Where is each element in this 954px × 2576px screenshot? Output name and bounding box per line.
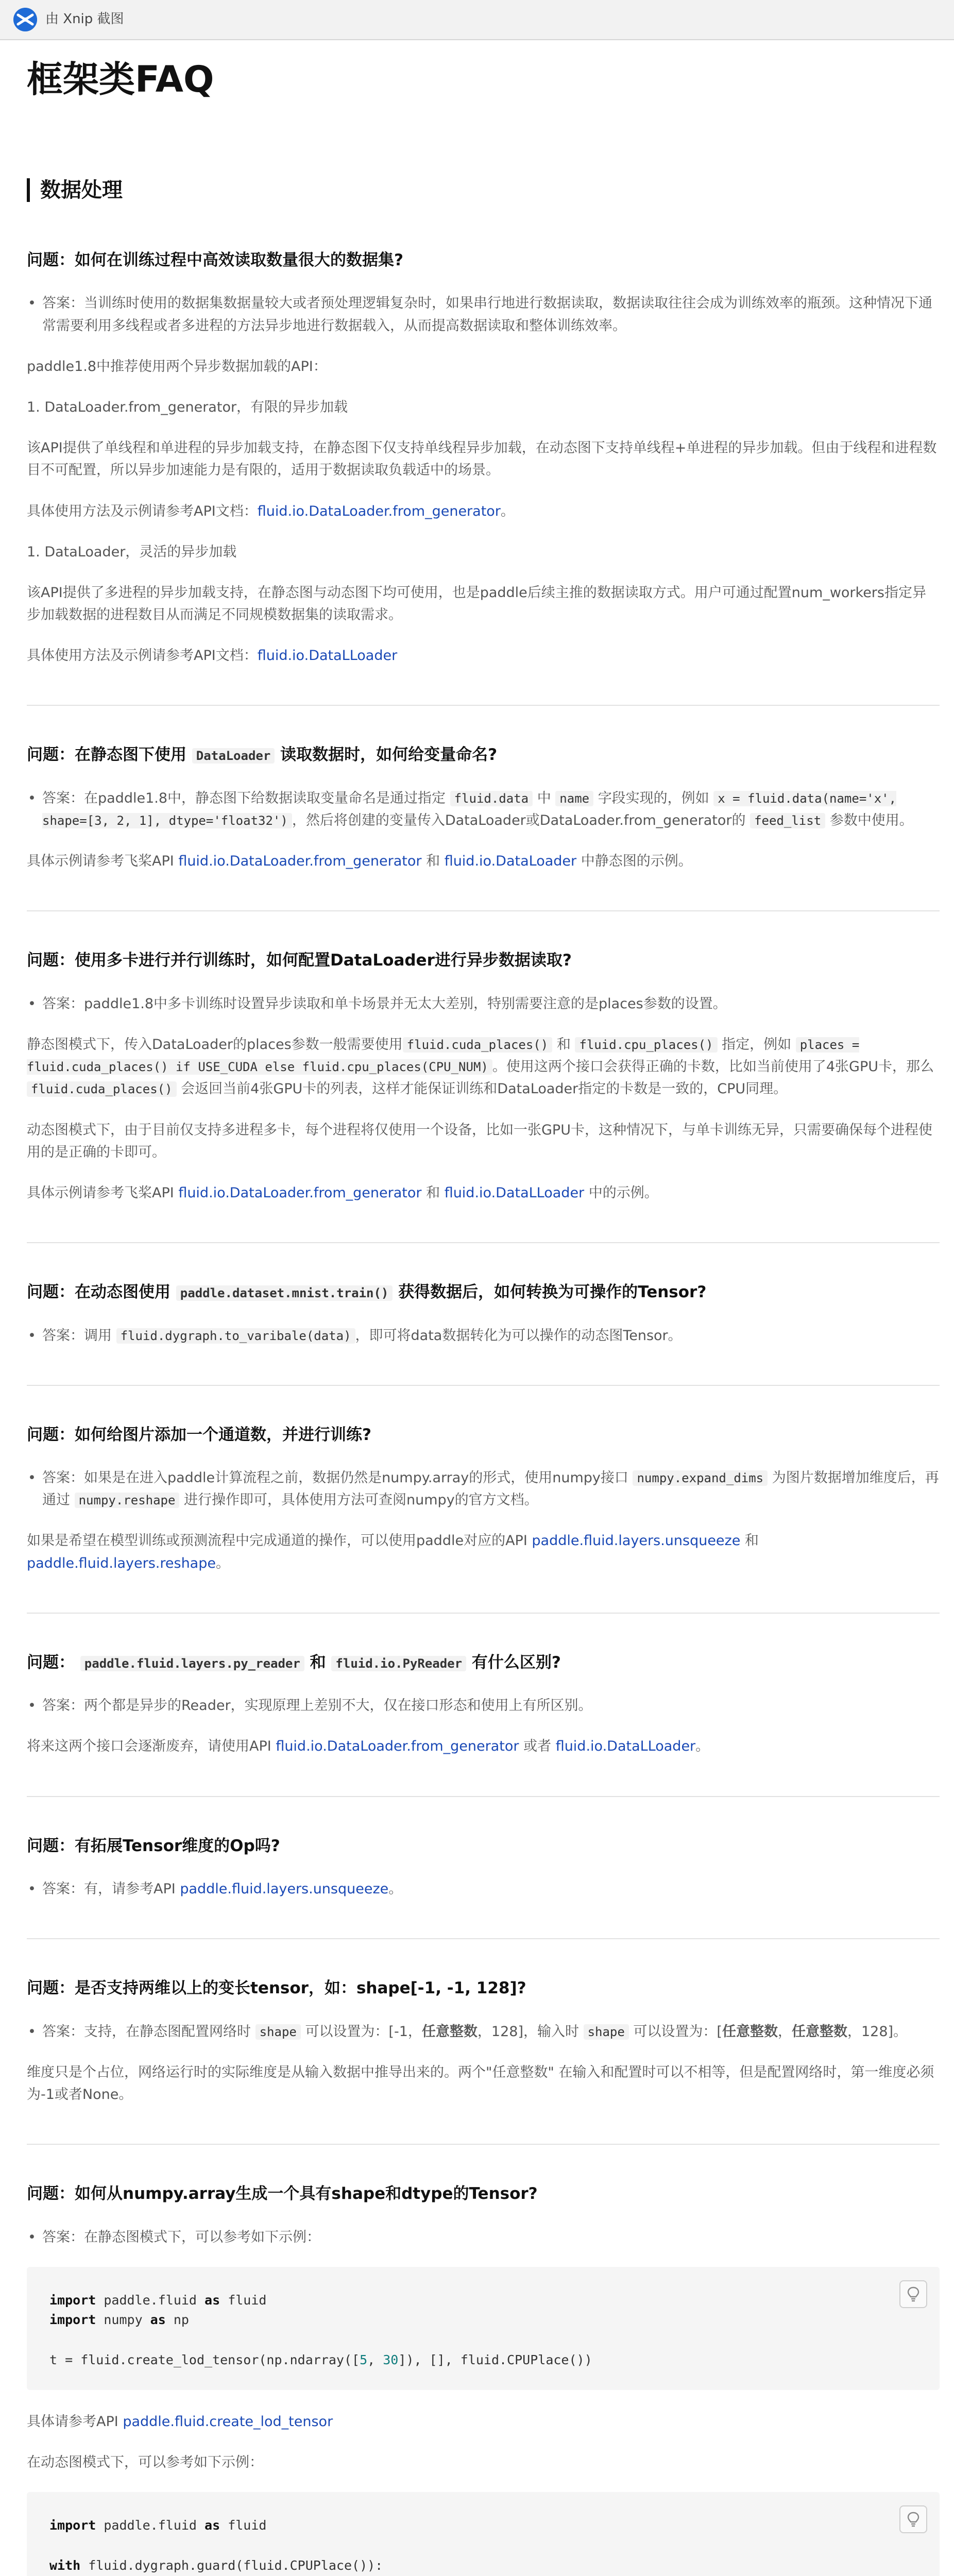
answer-text: • 答案：两个都是异步的Reader，实现原理上差别不大，仅在接口形态和使用上有所区别。 <box>27 1694 940 1717</box>
question-title: 问题： paddle.fluid.layers.py_reader 和 fluid.io.PyReader 有什么区别? <box>27 1653 561 1672</box>
api-link[interactable]: fluid.io.DataLoader <box>444 853 577 870</box>
code-block-static: import paddle.fluid as fluid import numpy as np t = fluid.create_lod_tensor(np.ndarray([5, 30]), [], fluid.CPUPlace()) <box>27 2267 940 2390</box>
faq-question-3 <box>27 950 940 1204</box>
reference-text: 具体使用方法及示例请参考API文档：fluid.io.DataLoader.from_generator。 <box>27 503 515 519</box>
lightbulb-icon[interactable] <box>899 2505 927 2533</box>
api-link[interactable]: paddle.fluid.create_lod_tensor <box>123 2413 333 2430</box>
reference-text: 具体使用方法及示例请参考API文档：fluid.io.DataLLoader <box>27 648 398 664</box>
question-title: 问题：如何在训练过程中高效读取数量很大的数据集? <box>27 251 403 269</box>
divider <box>27 705 940 706</box>
api-link[interactable]: paddle.fluid.layers.unsqueeze <box>180 1880 389 1897</box>
intro-text: paddle1.8中推荐使用两个异步数据加载的API： <box>27 358 327 375</box>
api-link[interactable]: paddle.fluid.layers.reshape <box>27 1555 216 1571</box>
answer-text: • 答案：当训练时使用的数据集数据量较大或者预处理逻辑复杂时，如果串行地进行数据读取，数据读取往往会成为训练效率的瓶颈。这种情况下通常需要利用多线程或者多进程的方法异步地进行数据载入，从而提高数据读取和整体训练效率。 <box>27 292 940 336</box>
answer-text: • 答案：支持，在静态图配置网络时 shape 可以设置为：[-1，任意整数，128]，输入时 shape 可以设置为：[任意整数，任意整数，128]。 <box>27 2021 940 2043</box>
faq-question-6 <box>27 1652 940 1758</box>
faq-question-7 <box>27 1835 940 1901</box>
divider <box>27 1938 940 1939</box>
code-block-dygraph: import paddle.fluid as fluid with fluid.dygraph.guard(fluid.CPUPlace()): <box>27 2492 940 2576</box>
faq-question-1 <box>27 249 940 667</box>
faq-question-4 <box>27 1281 940 1347</box>
answer-text: • 答案：调用 fluid.dygraph.to_varibale(data) ，即可将data数据转化为可以操作的动态图Tensor。 <box>27 1325 940 1347</box>
divider <box>27 910 940 911</box>
app-title: 由 Xnip 截图 <box>45 11 124 27</box>
api-link[interactable]: fluid.io.DataLoader.from_generator <box>276 1738 519 1755</box>
api-link[interactable]: paddle.fluid.layers.unsqueeze <box>532 1533 741 1549</box>
question-title: 问题：是否支持两维以上的变长tensor，如：shape[-1, -1, 128]? <box>27 1979 526 1998</box>
app-titlebar <box>0 0 954 40</box>
faq-question-2 <box>27 744 940 872</box>
api-link[interactable]: fluid.io.DataLLoader <box>444 1184 585 1201</box>
reference-text: 具体示例请参考飞桨API fluid.io.DataLoader.from_generator 和 fluid.io.DataLLoader 中的示例。 <box>27 1184 658 1201</box>
section-title: 数据处理 <box>27 178 940 202</box>
faq-question-9 <box>27 2183 940 2576</box>
divider <box>27 1613 940 1614</box>
divider <box>27 1385 940 1386</box>
paragraph: 在动态图模式下，可以参考如下示例： <box>27 2454 263 2470</box>
answer-text: • 答案：如果是在进入paddle计算流程之前，数据仍然是numpy.array的形式，使用numpy接口 numpy.expand_dims 为图片数据增加维度后，再通过 numpy.reshape 进行操作即可，具体使用方法可查阅numpy的官方文档。 <box>27 1467 940 1511</box>
paragraph: 动态图模式下，由于目前仅支持多进程多卡，每个进程将仅使用一个设备，比如一张GPU卡，这种情况下，与单卡训练无异，只需要确保每个进程使用的是正确的卡即可。 <box>27 1122 932 1160</box>
question-title: 问题：如何从numpy.array生成一个具有shape和dtype的Tensor? <box>27 2184 538 2204</box>
divider <box>27 1242 940 1243</box>
reference-text: 具体示例请参考飞桨API fluid.io.DataLoader.from_generator 和 fluid.io.DataLoader 中静态图的示例。 <box>27 853 692 870</box>
paragraph: 如果是希望在模型训练或预测流程中完成通道的操作，可以使用paddle对应的API paddle.fluid.layers.unsqueeze 和 paddle.fluid.layers.reshape。 <box>27 1533 759 1571</box>
paragraph: 维度只是个占位，网络运行时的实际维度是从输入数据中推导出来的。两个"任意整数" 在输入和配置时可以不相等，但是配置网络时，第一维度必须为-1或者None。 <box>27 2064 934 2103</box>
question-title: 问题：在静态图下使用 DataLoader 读取数据时，如何给变量命名? <box>27 745 498 765</box>
lightbulb-icon[interactable] <box>899 2280 927 2308</box>
xnip-logo-icon <box>13 8 37 31</box>
item-description: 该API提供了单线程和单进程的异步加载支持，在静态图下仅支持单线程异步加载，在动态图下支持单线程+单进程的异步加载。但由于线程和进程数目不可配置，所以异步加速能力是有限的，适用于数据读取负载适中的场景。 <box>27 440 937 479</box>
list-item-2: 1. DataLoader，灵活的异步加载 <box>27 544 237 560</box>
api-link[interactable]: fluid.io.DataLoader.from_generator <box>178 853 422 870</box>
faq-question-8 <box>27 1977 940 2106</box>
question-title: 问题：如何给图片添加一个通道数，并进行训练? <box>27 1425 371 1444</box>
api-link[interactable]: fluid.io.DataLoader.from_generator <box>178 1184 422 1201</box>
divider <box>27 2144 940 2145</box>
api-link[interactable]: fluid.io.DataLLoader <box>555 1738 696 1755</box>
item-description: 该API提供了多进程的异步加载支持，在静态图与动态图下均可使用，也是paddle后续主推的数据读取方式。用户可通过配置num_workers指定异步加载数据的进程数目从而满足不同规模数据集的读取需求。 <box>27 584 926 623</box>
api-link[interactable]: fluid.io.DataLoader.from_generator <box>257 503 501 519</box>
faq-content <box>27 39 940 2576</box>
question-title: 问题：有拓展Tensor维度的Op吗? <box>27 1836 280 1855</box>
answer-text: • 答案：在paddle1.8中，静态图下给数据读取变量命名是通过指定 fluid.data 中 name 字段实现的，例如 x = fluid.data(name='x', shape=[3, 2, 1], dtype='float32') ，然后将创建的变量传入DataLoader或DataLoader.from_generator的 feed_list 参数中使用。 <box>27 787 940 832</box>
question-title: 问题：在动态图使用 paddle.dataset.mnist.train() 获得数据后，如何转换为可操作的Tensor? <box>27 1283 707 1302</box>
paragraph: 静态图模式下，传入DataLoader的places参数一般需要使用 fluid.cuda_places() 和 fluid.cpu_places() 指定，例如 places = fluid.cuda_places() if USE_CUDA else fluid.cpu_places(CPU_NUM) 。使用这两个接口会获得正确的卡数，比如当前使用了4张GPU卡，那么 fluid.cuda_places() 会返回当前4张GPU卡的列表，这样才能保证训练和DataLoader指定的卡数是一致的，CPU同理。 <box>27 1036 934 1097</box>
api-link[interactable]: fluid.io.DataLLoader <box>257 648 398 664</box>
answer-text: • 答案：paddle1.8中多卡训练时设置异步读取和单卡场景并无太大差别，特别需要注意的是places参数的设置。 <box>27 993 940 1015</box>
divider <box>27 1796 940 1797</box>
answer-text: • 答案：有，请参考API paddle.fluid.layers.unsqueeze。 <box>27 1878 940 1900</box>
list-item-1: 1. DataLoader.from_generator，有限的异步加载 <box>27 399 348 415</box>
answer-text: • 答案：在静态图模式下，可以参考如下示例： <box>27 2226 940 2248</box>
faq-question-5 <box>27 1424 940 1574</box>
question-title: 问题：使用多卡进行并行训练时，如何配置DataLoader进行异步数据读取? <box>27 951 572 970</box>
paragraph: 将来这两个接口会逐渐废弃，请使用API fluid.io.DataLoader.from_generator 或者 fluid.io.DataLLoader。 <box>27 1738 710 1755</box>
page-title: 框架类FAQ <box>27 58 214 100</box>
reference-text: 具体请参考API paddle.fluid.create_lod_tensor <box>27 2413 333 2430</box>
